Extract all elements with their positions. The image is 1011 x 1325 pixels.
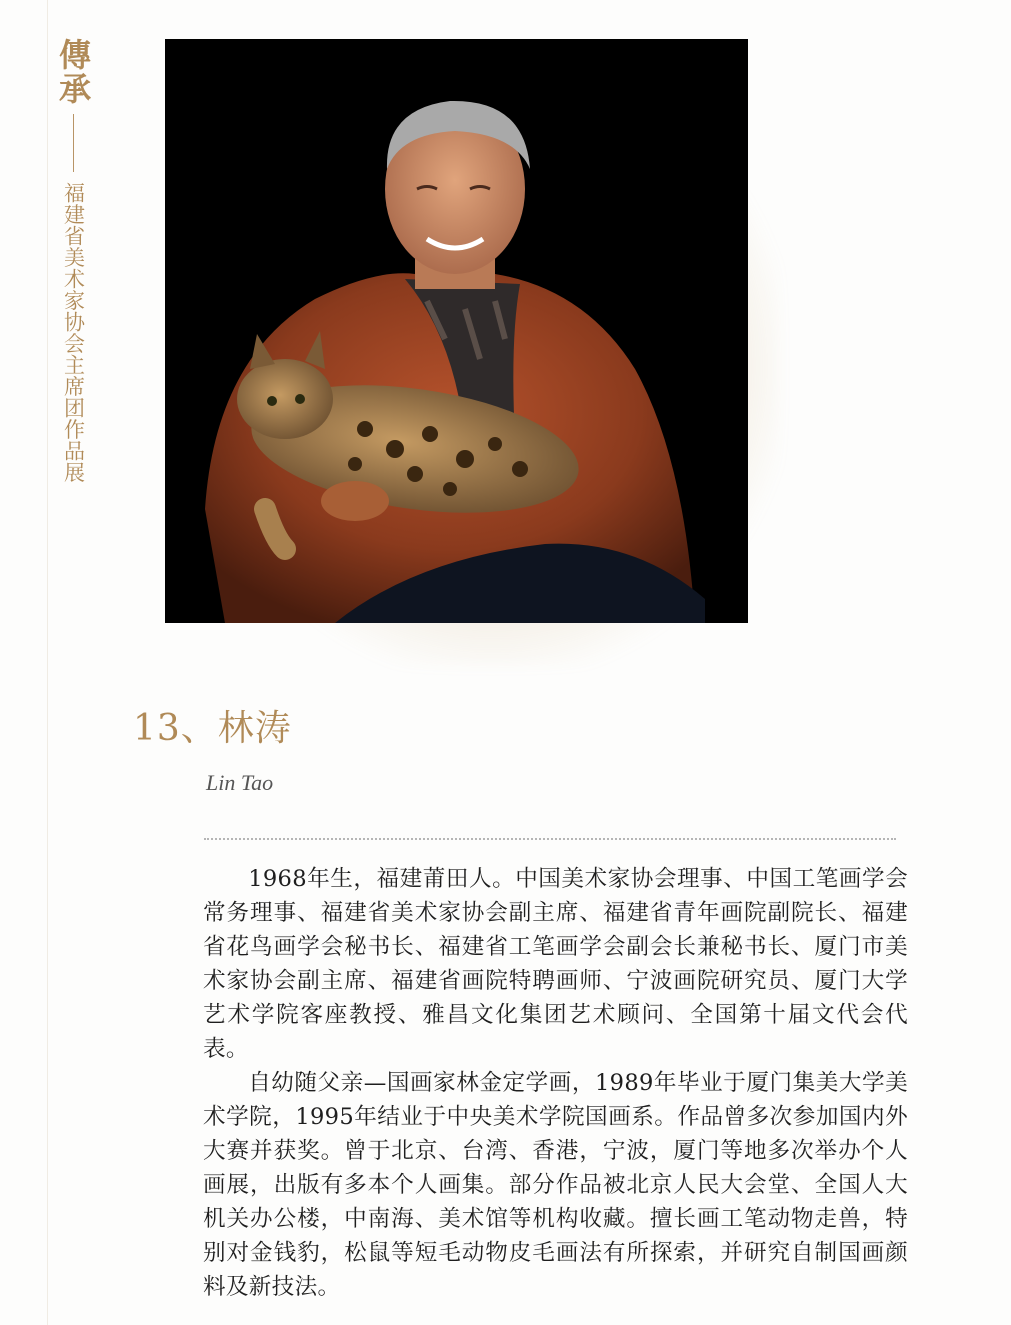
artist-title: 13、林涛 [133, 708, 292, 749]
portrait-illustration [165, 39, 748, 623]
bio-paragraph: 自幼随父亲—国画家林金定学画，1989年毕业于厦门集美大学美术学院，1995年结业于中央美术学院国画系。作品曾多次参加国内外大赛并获奖。曾于北京、台湾、香港，宁波，厦门等地多次举办个人画展，出版有多本个人画集。部分作品被北京人民大会堂、全国人大机关办公楼，中南海、美术馆等机构收藏。擅长画工笔动物走兽，特别对金钱豹，松鼠等短毛动物皮毛画法有所探索，并研究自制国画颜料及新技法。 [203, 1070, 908, 1300]
artist-english-name: Lin Tao [206, 770, 274, 795]
portrait-photo [165, 39, 748, 623]
side-title [52, 38, 94, 483]
dotted-divider [204, 838, 896, 840]
artist-biography [203, 862, 908, 1304]
left-margin-rule [47, 0, 48, 1325]
brand-title: 傳承 [54, 38, 92, 106]
bio-paragraph: 1968年生，福建莆田人。中国美术家协会理事、中国工笔画学会常务理事、福建省美术家协会副主席、福建省青年画院副院长、福建省花鸟画学会秘书长、福建省工笔画学会副会长兼秘书长、厦门市美术家协会副主席、福建省画院特聘画师、宁波画院研究员、厦门大学艺术学院客座教授、雅昌文化集团艺术顾问、全国第十届文代会代表。 [203, 866, 908, 1062]
side-divider [73, 114, 74, 172]
exhibition-title: 福建省美术家协会主席团作品展 [61, 182, 86, 483]
